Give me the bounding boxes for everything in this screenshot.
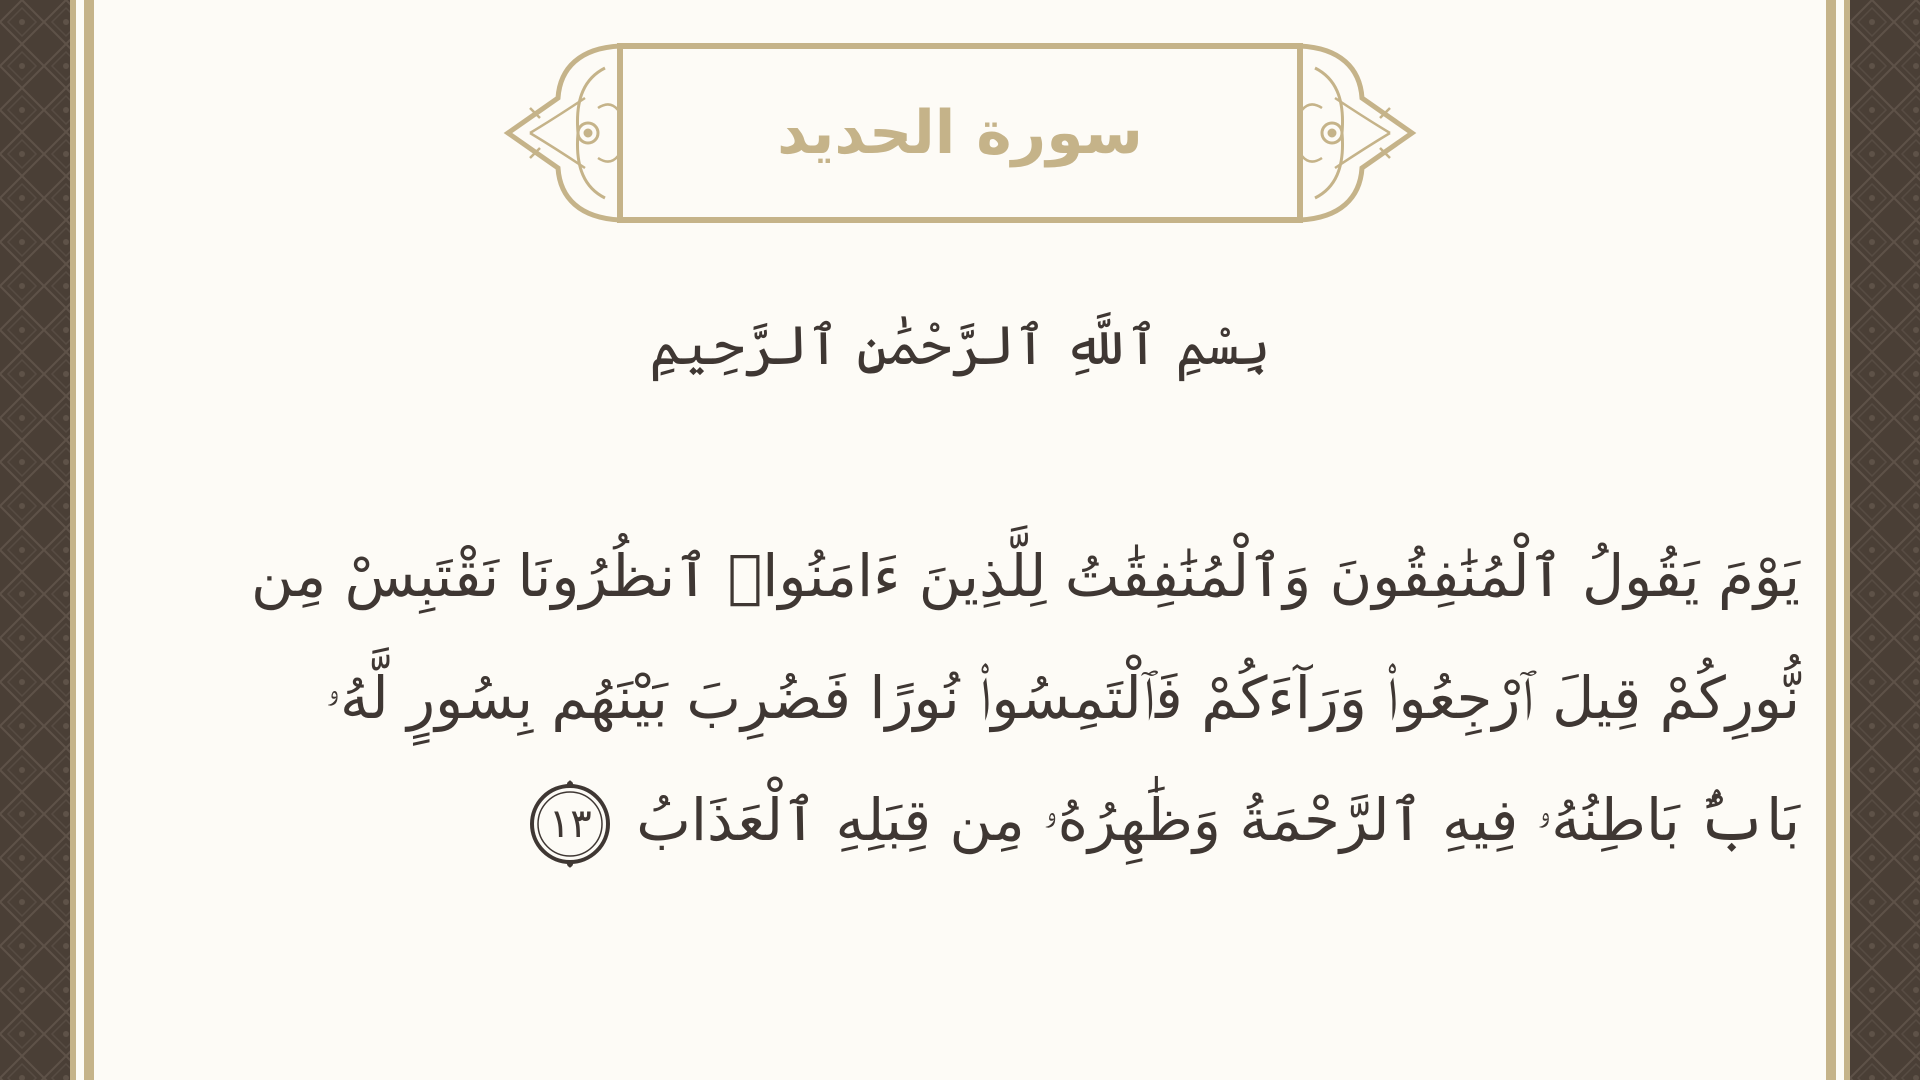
geometric-pattern-left [0,0,70,1080]
verse-line-2: نُّورِكُمْ قِيلَ ٱرْجِعُوا۟ وَرَآءَكُمْ فَٱلْتَمِسُوا۟ نُورًا فَضُرِبَ بَيْنَهُم بِسُورٍ لَّهُۥ [325,664,1800,732]
right-gold-rule-outer [1844,0,1850,1080]
geometric-pattern-right [1850,0,1920,1080]
left-gold-rule-inner [84,0,94,1080]
left-gold-rule-outer [70,0,76,1080]
ayah-end-marker [524,778,616,870]
verse-line-3-text: بَابٌۢ بَاطِنُهُۥ فِيهِ ٱلرَّحْمَةُ وَظَٰهِرُهُۥ مِن قِبَلِهِ ٱلْعَذَابُ [636,786,1800,854]
right-decorative-border [1850,0,1920,1080]
verse-line-1: يَوْمَ يَقُولُ ٱلْمُنَٰفِقُونَ وَٱلْمُنَٰفِقَٰتُ لِلَّذِينَ ءَامَنُوا۟ ٱنظُرُونَا نَقْتَبِسْ مِن [251,542,1800,610]
surah-title: سورة الحديد [777,98,1143,168]
ayah-number: ١٣ [548,800,592,847]
verse-text [170,515,1800,881]
left-decorative-border [0,0,70,1080]
right-gold-rule-inner [1826,0,1836,1080]
verse-line-3 [170,759,1800,881]
surah-title-frame [500,38,1420,228]
basmala: بِسْمِ ٱللَّهِ ٱلرَّحْمَٰنِ ٱلرَّحِيمِ [649,313,1271,377]
